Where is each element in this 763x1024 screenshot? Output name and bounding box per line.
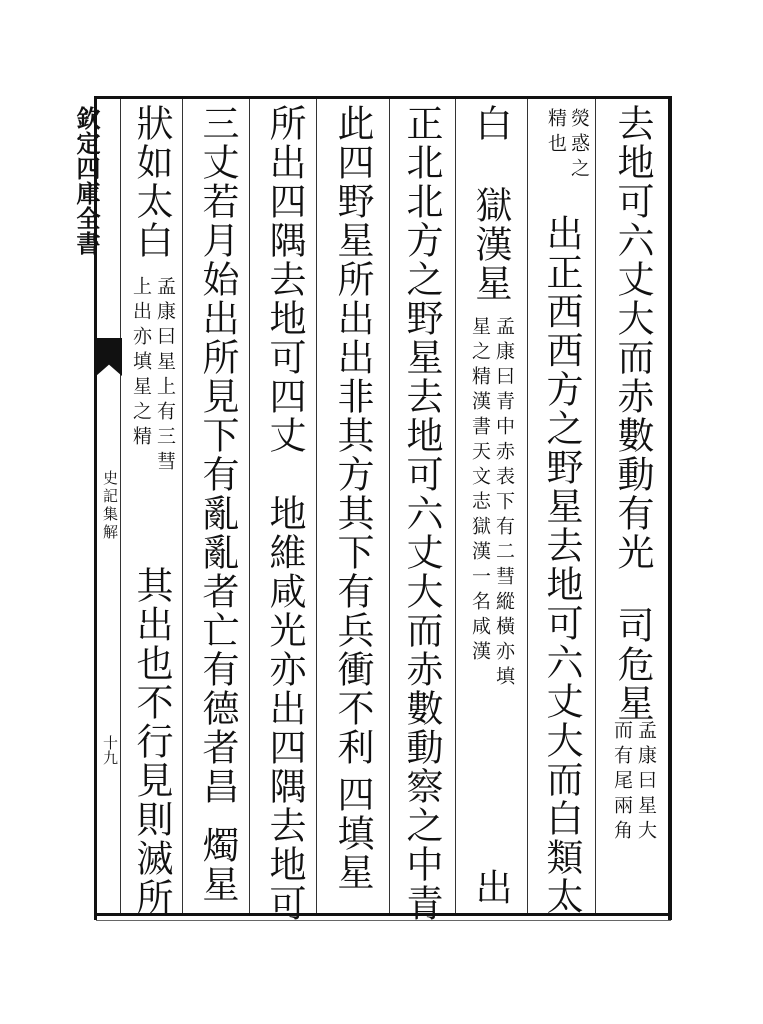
gutter-page-number: 十九	[101, 735, 119, 765]
text-column-7-main-b: 燭星	[196, 826, 239, 904]
text-column-8-main-a: 狀如太白	[130, 104, 173, 260]
text-column-8-note-1: 孟康曰星上有三彗	[154, 276, 176, 476]
frame-bottom-thin-border	[96, 920, 671, 921]
column-rule	[527, 99, 528, 913]
column-rule	[182, 99, 183, 913]
text-column-1-main: 去地可六丈大而赤數動有光	[611, 104, 654, 572]
column-rule	[316, 99, 317, 913]
text-column-7-main-a: 三丈若月始出所見下有亂亂者亡有德者昌	[196, 104, 239, 806]
gutter-title: 欽定四庫全書	[72, 106, 101, 256]
text-column-1-note-2: 而有尾兩角	[611, 720, 633, 845]
text-column-3-main-b: 獄漢星	[469, 186, 512, 303]
frame-bottom-border	[96, 913, 671, 916]
text-column-5-main-a: 此四野星所出出非其方其下有兵衝不利	[331, 104, 374, 767]
text-column-3-main-c: 出	[469, 868, 512, 907]
text-column-1-main-b: 司危星	[611, 606, 654, 723]
text-column-6-main-b: 地維咸光亦出四隅去地可	[263, 494, 306, 923]
gutter-book-title: 史記集解	[101, 470, 119, 542]
text-column-3-note-2: 星之精漢書天文志獄漢一名咸漢	[469, 316, 491, 666]
column-rule	[389, 99, 390, 913]
text-column-5-main-b: 四填星	[331, 775, 374, 892]
column-rule	[595, 99, 596, 913]
text-column-2-note-1: 熒惑之	[568, 108, 590, 183]
text-column-3-main-a: 白	[469, 104, 512, 143]
text-column-8-main-b: 其出也不行見則滅所	[130, 566, 173, 917]
column-rule	[455, 99, 456, 913]
column-rule	[249, 99, 250, 913]
frame-right-border	[668, 96, 672, 920]
text-column-8-note-2: 上出亦填星之精	[130, 276, 152, 451]
text-column-2-note-2: 精也	[545, 108, 567, 158]
text-column-6-main-a: 所出四隅去地可四丈	[263, 104, 306, 455]
text-column-3-note-1: 孟康曰青中赤表下有二彗縱橫亦填	[493, 316, 515, 691]
text-column-2-main: 出正西西方之野星去地可六丈大而白類太	[540, 214, 583, 916]
text-column-1-note-1: 孟康曰星大	[635, 720, 657, 845]
text-column-4-main: 正北北方之野星去地可六丈大而赤數動察之中青	[400, 104, 443, 923]
